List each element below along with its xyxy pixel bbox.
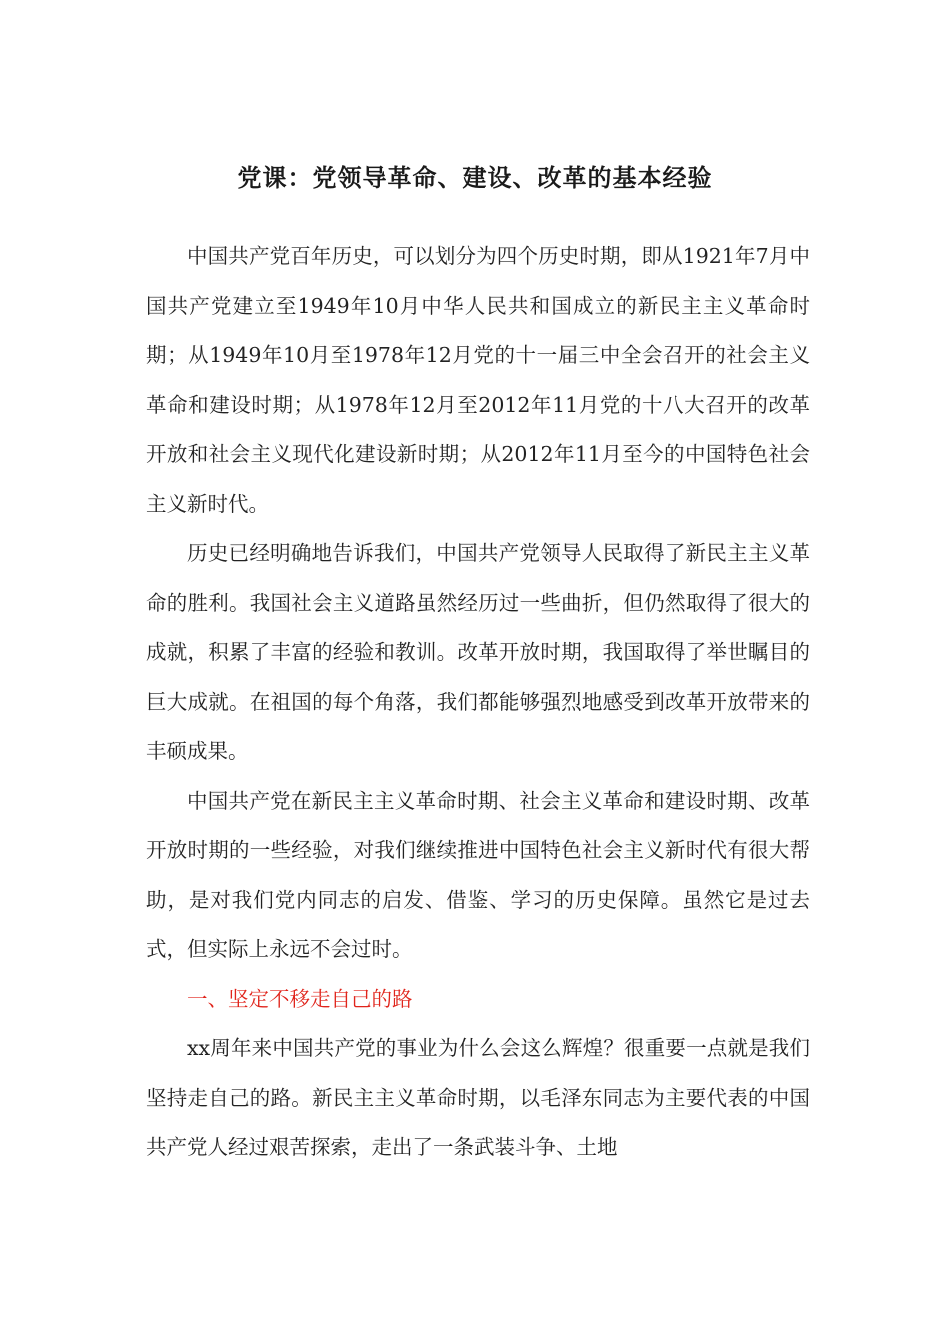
paragraph-historical-periods: 中国共产党百年历史，可以划分为四个历史时期，即从1921年7月中国共产党建立至1949年10月中华人民共和国成立的新民主主义革命时期；从1949年10月至1978年12月党的十一届三中全会召开的社会主义革命和建设时期；从1978年12月至2012年11月党的十八大召开的改革开放和社会主义现代化建设新时期；从2012年11月至今的中国特色社会主义新时代。	[146, 244, 810, 516]
paragraph-achievements: 历史已经明确地告诉我们，中国共产党领导人民取得了新民主主义革命的胜利。我国社会主义道路虽然经历过一些曲折，但仍然取得了很大的成就，积累了丰富的经验和教训。改革开放时期，我国取得了举世瞩目的巨大成就。在祖国的每个角落，我们都能够强烈地感受到改革开放带来的丰硕成果。	[146, 541, 810, 763]
document-title: 党课：党领导革命、建设、改革的基本经验	[237, 163, 713, 192]
paragraph-own-path: xx周年来中国共产党的事业为什么会这么辉煌？很重要一点就是我们坚持走自己的路。新民主主义革命时期，以毛泽东同志为主要代表的中国共产党人经过艰苦探索，走出了一条武装斗争、土地	[146, 1036, 810, 1159]
document-body	[146, 232, 810, 1173]
paragraph-experience-value: 中国共产党在新民主主义革命时期、社会主义革命和建设时期、改革开放时期的一些经验，对我们继续推进中国特色社会主义新时代有很大帮助，是对我们党内同志的启发、借鉴、学习的历史保障。虽然它是过去式，但实际上永远不会过时。	[146, 788, 810, 961]
section-heading: 一、坚定不移走自己的路	[187, 986, 413, 1011]
